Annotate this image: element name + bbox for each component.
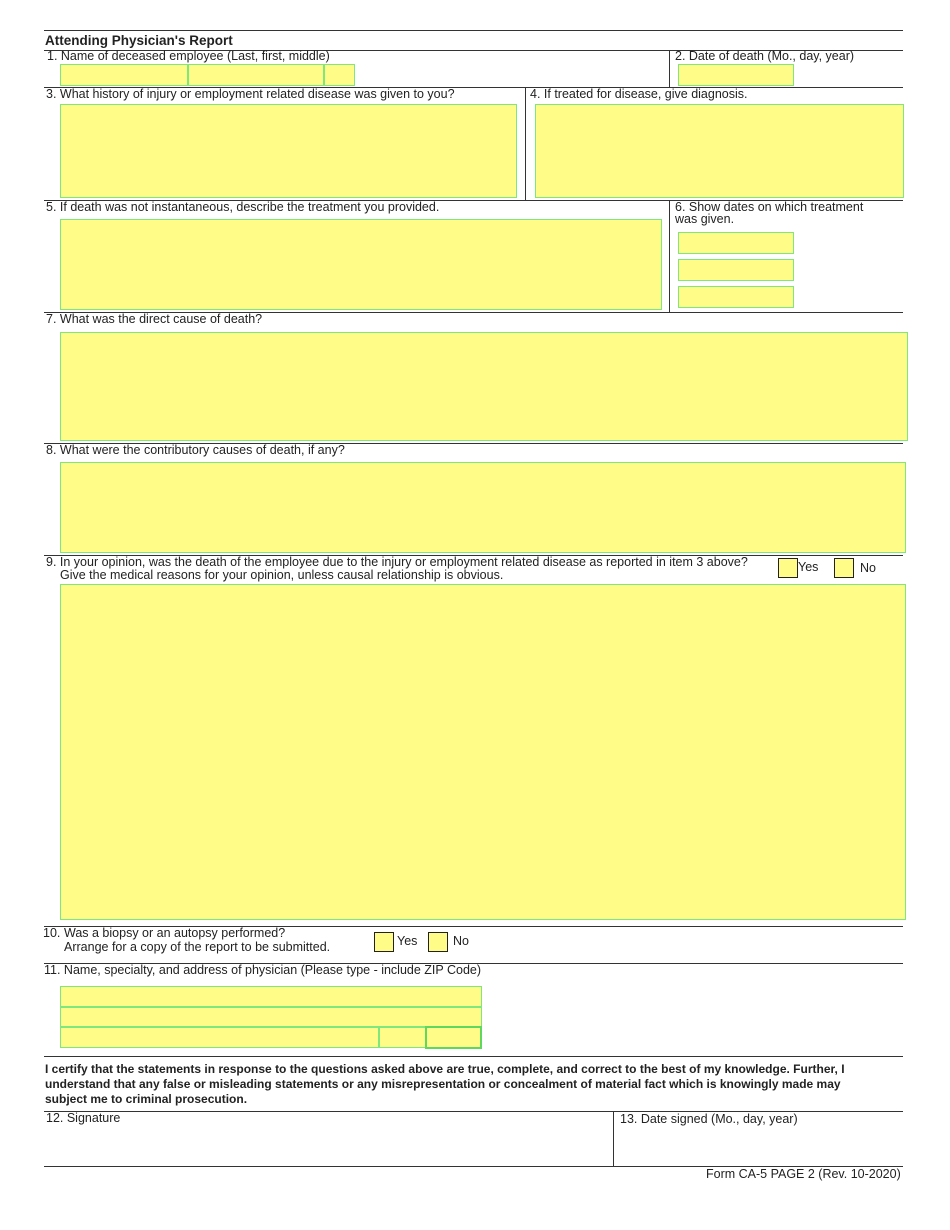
direct-cause-field[interactable]: [60, 332, 908, 441]
signature-area[interactable]: [44, 1126, 612, 1165]
certification-line3: subject me to criminal prosecution.: [45, 1092, 248, 1106]
q4-label: 4. If treated for disease, give diagnosis.: [530, 87, 748, 101]
deceased-last-name-field[interactable]: [60, 64, 188, 86]
physician-address-city-field[interactable]: [60, 1027, 379, 1048]
q10-no-label: No: [453, 934, 469, 948]
q5-label: 5. If death was not instantaneous, describe the treatment you provided.: [46, 200, 440, 214]
treatment-date-field-3[interactable]: [678, 286, 794, 308]
form-footer: Form CA-5 PAGE 2 (Rev. 10-2020): [706, 1167, 901, 1181]
q3-label: 3. What history of injury or employment related disease was given to you?: [46, 87, 455, 101]
q9-yes-label: Yes: [798, 560, 819, 574]
treatment-date-field-2[interactable]: [678, 259, 794, 281]
diagnosis-field[interactable]: [535, 104, 904, 198]
date-of-death-field[interactable]: [678, 64, 794, 86]
q10-label-line1: Was a biopsy or an autopsy performed?: [64, 926, 286, 940]
q12-label: 12. Signature: [46, 1111, 121, 1125]
divider: [669, 200, 670, 312]
physician-name-field[interactable]: [60, 986, 482, 1007]
q1-label: 1. Name of deceased employee (Last, first, middle): [47, 49, 330, 63]
treatment-description-field[interactable]: [60, 219, 662, 310]
q6-label-line1: 6. Show dates on which treatment: [675, 200, 864, 214]
q7-label: 7. What was the direct cause of death?: [46, 312, 263, 326]
divider: [669, 50, 670, 87]
top-rule: [44, 30, 903, 31]
deceased-first-name-field[interactable]: [188, 64, 324, 86]
physician-specialty-field[interactable]: [60, 1007, 482, 1027]
divider: [525, 87, 526, 200]
certification-line2: understand that any false or misleading statements or any misrepresentation or concealment of material fact which is knowingly made may: [45, 1077, 841, 1091]
contributory-causes-field[interactable]: [60, 462, 906, 553]
certification-line1: I certify that the statements in response to the questions asked above are true, complete, and correct to the best of my knowledge. Further, I: [45, 1062, 845, 1076]
physician-zip-field[interactable]: [425, 1026, 482, 1049]
deceased-middle-initial-field[interactable]: [324, 64, 355, 86]
q8-label: 8. What were the contributory causes of death, if any?: [46, 443, 345, 457]
form-title: Attending Physician's Report: [45, 33, 233, 48]
treatment-date-field-1[interactable]: [678, 232, 794, 254]
q10-no-checkbox[interactable]: [428, 932, 448, 952]
q11-label: 11. Name, specialty, and address of physician (Please type - include ZIP Code): [44, 963, 482, 977]
date-signed-area[interactable]: [615, 1128, 903, 1165]
q9-yes-checkbox[interactable]: [778, 558, 798, 578]
divider: [613, 1111, 614, 1166]
q9-label-line2: Give the medical reasons for your opinion, unless causal relationship is obvious.: [60, 568, 504, 582]
q10-yes-checkbox[interactable]: [374, 932, 394, 952]
q13-label: 13. Date signed (Mo., day, year): [620, 1112, 798, 1126]
q10-yes-label: Yes: [397, 934, 418, 948]
rule: [44, 1056, 903, 1057]
physician-state-field[interactable]: [379, 1027, 426, 1048]
q10-label-line2: Arrange for a copy of the report to be submitted.: [64, 940, 331, 954]
medical-reasons-field[interactable]: [60, 584, 906, 920]
q10-number: 10.: [43, 926, 61, 940]
q6-label-line2: was given.: [675, 212, 735, 226]
q2-label: 2. Date of death (Mo., day, year): [675, 49, 855, 63]
q9-no-checkbox[interactable]: [834, 558, 854, 578]
q9-label-line1: 9. In your opinion, was the death of the employee due to the injury or employment related disease as reported in item 3 above?: [46, 555, 748, 569]
q9-no-label: No: [860, 561, 876, 575]
injury-history-field[interactable]: [60, 104, 517, 198]
